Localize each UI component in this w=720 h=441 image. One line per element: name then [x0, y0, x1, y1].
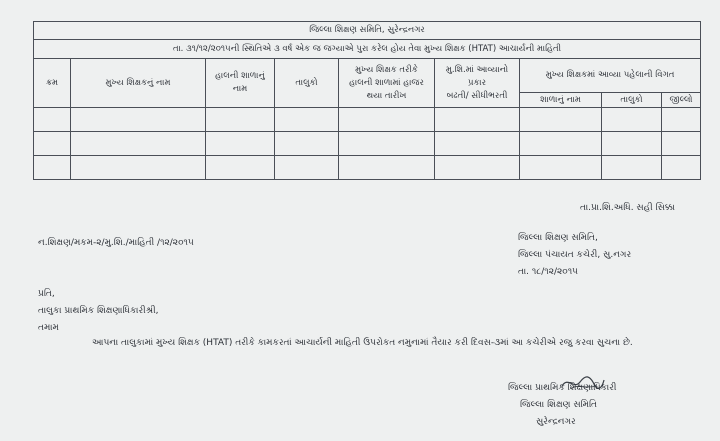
info-table — [33, 21, 701, 180]
header-prev-taluka: તાલુકો — [602, 93, 662, 108]
header-join-date-line2: હાલની શાળામાં હાજર — [349, 77, 424, 88]
header-type-line2: પ્રકાર — [468, 77, 486, 88]
letter-date: તા. ૧૮/૧૨/૨૦૧૫ — [518, 267, 579, 277]
body-instruction: આપના તાલુકામાં મુખ્ય શિક્ષક (HTAT) તરીકે કામકરતાં આચાર્યની માહિતી ઉપરોકત નમુનામાં તૈયાર કરી દિવસ-૩માં આ કચેરીએ રજુ કરવા સુચના છે. — [92, 338, 633, 348]
table-row — [34, 132, 701, 156]
signature-stamp-label: તા.પ્રા.શિ.અધિ. સહી સિક્કા — [580, 203, 676, 213]
header-type-line3: બઢતી/ સીધીભરતી — [446, 90, 508, 101]
signatory-office: જિલ્લા શિક્ષણ સમિતિ — [520, 400, 597, 410]
header-school — [206, 59, 275, 108]
signatory-place: સુરેન્દ્રનગર — [536, 417, 576, 427]
to-all: તમામ — [38, 323, 59, 333]
header-taluka: તાલુકો — [275, 59, 339, 108]
header-type-line1: મુ.શિ.માં આવ્યાનો — [445, 64, 509, 75]
to-prati: પ્રતિ, — [38, 289, 55, 299]
table-row — [34, 108, 701, 132]
header-name: મુખ્ય શિક્ષકનું નામ — [71, 59, 206, 108]
header-type — [435, 59, 520, 108]
to-addressee: તાલુકા પ્રાથમિક શિક્ષણાધિકારીશ્રી, — [38, 306, 159, 316]
header-prev-district: જીલ્લો — [662, 93, 701, 108]
outward-number: ન.શિક્ષણ/મકમ-૨/મુ.શિ./માહિતી /૧૨/૨૦૧૫ — [38, 238, 194, 248]
office-line2: જિલ્લા પંચાયત કચેરી, સુ.નગર — [518, 250, 632, 260]
header-school-line1: હાલની શાળાનું — [215, 71, 265, 81]
header-join-date — [339, 59, 435, 108]
header-join-date-line1: મુખ્ય શિક્ષક તરીકે — [355, 64, 418, 75]
header-prev-school: શાળાનું નામ — [520, 93, 602, 108]
header-previous-details: મુખ્ય શિક્ષકમાં આવ્યા પહેલાની વિગત — [520, 59, 701, 93]
header-serial: ક્રમ — [34, 59, 71, 108]
table-subtitle: તા. ૩૧/૧૨/૨૦૧૫ની સ્થિતિએ ૩ વર્ષ એક જ જગ્યાએ પુરા કરેલ હોય તેવા મુખ્ય શિક્ષક (HTAT) આચાર્યની માહિતી — [34, 40, 701, 59]
table-title: જિલ્લા શિક્ષણ સમિતિ, સુરેન્દ્રનગર — [34, 22, 701, 40]
office-line1: જિલ્લા શિક્ષણ સમિતિ, — [518, 233, 598, 243]
table-row — [34, 156, 701, 180]
signatory-title: જિલ્લા પ્રાથમિક શિક્ષણાધિકારી — [508, 383, 617, 393]
header-join-date-line3: થયા તારીખ — [366, 90, 407, 101]
header-school-line2: નામ — [232, 84, 248, 94]
